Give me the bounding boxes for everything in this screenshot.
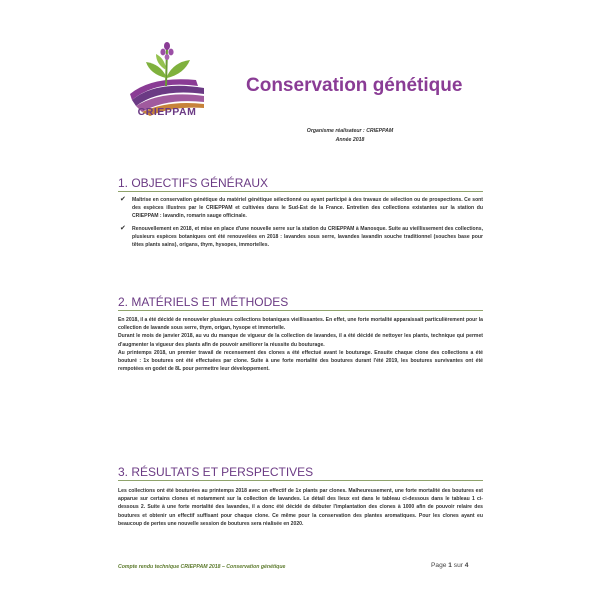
paragraph: Durant le mois de janvier 2018, au vu du manque de vigueur de la collection de lavandes, il a été décidé de nettoyer les plants, technique qui permet d'augmenter la vigueur des plants afin de pouvoir améliorer la réussite du bouturage. [118,333,483,348]
document-meta [250,127,450,145]
organisme-line: Organisme réalisateur : CRIEPPAM [306,128,394,134]
section-2-rule [118,310,483,311]
section-3-rule [118,480,483,481]
section-2-heading: 2. MATÉRIELS ET MÉTHODES [118,295,289,309]
section-3-body [118,487,483,528]
page-total: 4 [464,562,469,569]
page-sep: sur [453,562,463,569]
section-2-body [118,316,483,373]
paragraph: Au printemps 2018, un premier travail de recensement des clones a été effectué avant le bouturage. Ensuite chaque clone des collections a été bouturé : 1x boutures ont été effectuées par clone. Suite à une forte mortalité des boutures durant l'été 2019, les boutures survivantes ont été rempotées en godet de 8L pour permettre leur développement. [118,349,483,373]
bullet-text: Maîtrise en conservation génétique du matériel génétique sélectionné ou ayant participé à des travaux de sélection ou de prospections. Ce sont des espèces illustres par le CRIEPPAM et cultivées dans le Sud-Est de la France. Entretien des collections existantes sur la station du CRIEPPAM : lavandin, romarin sauge officinale. [132,197,483,220]
section-1-heading: 1. OBJECTIFS GÉNÉRAUX [118,176,269,190]
paragraph: En 2018, il a été décidé de renouveler plusieurs collections botaniques vieillissantes. En effet, une forte mortalité apparaissait particulièrement pour la collection de lavande sous serre, thym, origan, hysope et immortelle. [118,317,483,332]
bullet-item [118,196,483,221]
paragraph: Les collections ont été bouturées au printemps 2018 avec un effectif de 1x plants par clones. Malheureusement, une forte mortalité des boutures est apparue sur certains clones et notamment sur la collection de lavandes. Le détail des lieux est dans le tableau ci-dessous dans le tableau 1 ci-dessous 2. Suite à une forte mortalité des lavandes, il a donc été décidé de débuter l'implantation des clones à 1000 afin de pouvoir relaire des boutures et obtenir un effectif suffisant pour chaque clone. Ce même pour la conservation des plantes aromatiques. Pour les clones ayant eu beaucoup de pertes une nouvelle session de boutures sera réalisée en 2020. [118,488,483,527]
section-3-heading: 3. RÉSULTATS ET PERSPECTIVES [118,465,314,479]
page-current: 1 [448,562,452,569]
page-word: Page [431,562,447,569]
logo-text: CRIEPPAM [137,106,197,118]
checkmark-icon: ✔ [120,196,126,203]
section-1-bullets [118,196,483,253]
document-title: Conservation génétique [246,75,463,96]
annee-line: Année 2018 [335,137,365,143]
bullet-item [118,225,483,250]
page-number [431,562,468,569]
bullet-text: Renouvellement en 2018, et mise en place d'une nouvelle serre sur la station du CRIEPPAM à Manosque. Suite au vieillissement des collections, plusieurs espèces botaniques ont été renouvelées en 2018 : lavandes sous serre, lavandes lavandin souche traditionnel (souches base pour têtes plants sains), origans, thym, hysopes, immortelles. [132,225,483,249]
section-1-rule [118,191,483,192]
footer-left-text: Compte rendu technique CRIEPPAM 2018 – Conservation génétique [118,564,286,570]
checkmark-icon: ✔ [120,224,126,232]
